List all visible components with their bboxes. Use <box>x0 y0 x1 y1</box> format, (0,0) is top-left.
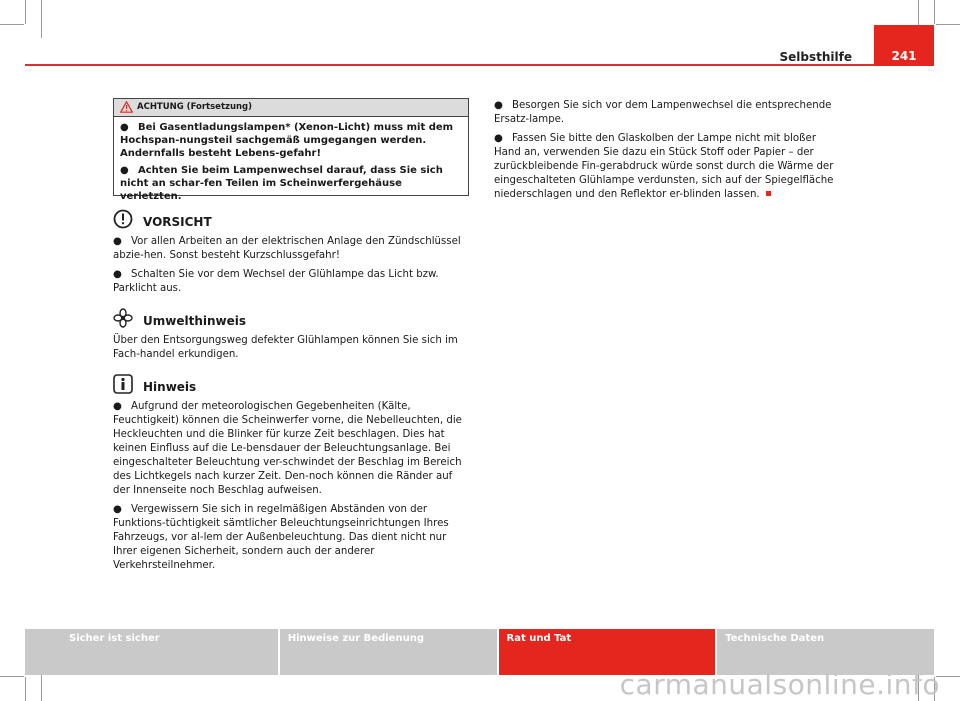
info-icon <box>113 374 133 394</box>
warning-header <box>114 99 468 117</box>
umwelt-heading <box>113 310 469 330</box>
section-end-marker <box>766 191 771 196</box>
crop-mark <box>25 677 26 701</box>
exclamation-circle-icon <box>113 209 133 229</box>
instruction-item <box>494 132 846 202</box>
instruction-item <box>494 99 846 127</box>
chapter-tab-technische-daten[interactable]: Technische Daten <box>717 629 934 675</box>
crop-mark <box>0 24 24 25</box>
instruction-item-text: Besorgen Sie sich vor dem Lampenwechsel die entsprechende Ersatz-lampe. <box>494 100 832 125</box>
bullet: ● <box>494 133 503 144</box>
vorsicht-title: VORSICHT <box>143 215 212 229</box>
bullet: ● <box>113 401 122 412</box>
chapter-tab-rat-und-tat[interactable]: Rat und Tat <box>499 629 718 675</box>
vorsicht-item <box>113 235 469 263</box>
page-number: 241 <box>891 49 917 63</box>
crop-mark <box>41 0 42 38</box>
crop-mark <box>0 676 24 677</box>
page-section-title: Selbsthilfe <box>779 50 852 64</box>
umwelt-title: Umwelthinweis <box>143 314 247 328</box>
hinweis-heading <box>113 376 469 396</box>
bullet: ● <box>113 269 122 280</box>
warning-body <box>114 117 468 203</box>
crop-mark <box>934 0 935 24</box>
hinweis-title: Hinweis <box>143 380 197 394</box>
vorsicht-item-text: Schalten Sie vor dem Wechsel der Glühlampe das Licht bzw. Parklicht aus. <box>113 269 439 294</box>
crop-mark <box>25 0 26 24</box>
chapter-tab-bedienung[interactable]: Hinweise zur Bedienung <box>280 629 499 675</box>
right-column <box>494 99 846 207</box>
bullet: ● <box>120 122 129 133</box>
vorsicht-heading <box>113 211 469 231</box>
bullet: ● <box>113 504 122 515</box>
warning-item <box>120 164 462 203</box>
hinweis-section <box>113 376 469 573</box>
crop-mark <box>936 24 960 25</box>
warning-item-text: Bei Gasentladungslampen* (Xenon-Licht) muss mit dem Hochspan-nungsteil sachgemäß umgegangen werden. Andernfalls besteht Lebens-gefahr! <box>120 122 454 159</box>
watermark: carmanualsonline.info <box>619 668 940 701</box>
hinweis-item-text: Vergewissern Sie sich in regelmäßigen Abständen von der Funktions-tüchtigkeit sämtlicher Beleuchtungseinrichtungen Ihres Fahrzeugs, vor al-lem der Außenbeleuchtung. Das dient nicht nur Ihrer eigenen Sicherheit, sondern auch der anderer Verkehrsteilnehmer. <box>113 504 449 571</box>
flower-icon <box>113 308 133 328</box>
bullet: ● <box>120 165 129 176</box>
hinweis-item <box>113 400 469 498</box>
page-number-box <box>874 25 934 66</box>
vorsicht-item-text: Vor allen Arbeiten an der elektrischen Anlage den Zündschlüssel abzie-hen. Sonst besteht Kurzschlussgefahr! <box>113 236 461 261</box>
vorsicht-section <box>113 211 469 296</box>
instruction-item-text: Fassen Sie bitte den Glaskolben der Lampe nicht mit bloßer Hand an, verwenden Sie dazu ein Stück Stoff oder Papier – der zurückbleibende Fin-gerabdruck würde sonst durch die Wärme der eingeschalteten Glühlampe verdunsten, sich auf der Spiegelfläche niederschlagen und den Reflektor er-blinden lassen. <box>494 133 834 200</box>
warning-item-text: Achten Sie beim Lampenwechsel darauf, dass Sie sich nicht an schar-fen Teilen im Scheinwerfergehäuse verletzten. <box>120 165 443 202</box>
hinweis-item <box>113 503 469 573</box>
header-rule <box>25 64 934 66</box>
vorsicht-item <box>113 268 469 296</box>
umwelt-text: Über den Entsorgungsweg defekter Glühlampen können Sie sich im Fach-handel erkundigen. <box>113 335 458 360</box>
umwelt-section <box>113 310 469 362</box>
bullet: ● <box>113 236 122 247</box>
hinweis-item-text: Aufgrund der meteorologischen Gegebenheiten (Kälte, Feuchtigkeit) können die Scheinwerfer vorne, die Nebelleuchten, die Heckleuchten und die Blinker für kurze Zeit beschlagen. Dies hat keinen Einfluss auf die Le-bensdauer der Beleuchtungsanlage. Bei eingeschalteter Beleuchtung ver-schwindet der Beschlag im Bereich des Lichtkegels nach kurzer Zeit. Den-noch können die Ränder auf der Innenseite noch Beschlag aufweisen. <box>113 401 462 496</box>
warning-box <box>113 98 469 202</box>
warning-item <box>120 121 462 160</box>
warning-header-label: ACHTUNG (Fortsetzung) <box>137 102 253 112</box>
warning-triangle-icon <box>120 101 133 113</box>
chapter-tab-sicher[interactable]: Sicher ist sicher <box>25 629 280 675</box>
left-column <box>113 211 469 587</box>
bullet: ● <box>494 100 503 111</box>
